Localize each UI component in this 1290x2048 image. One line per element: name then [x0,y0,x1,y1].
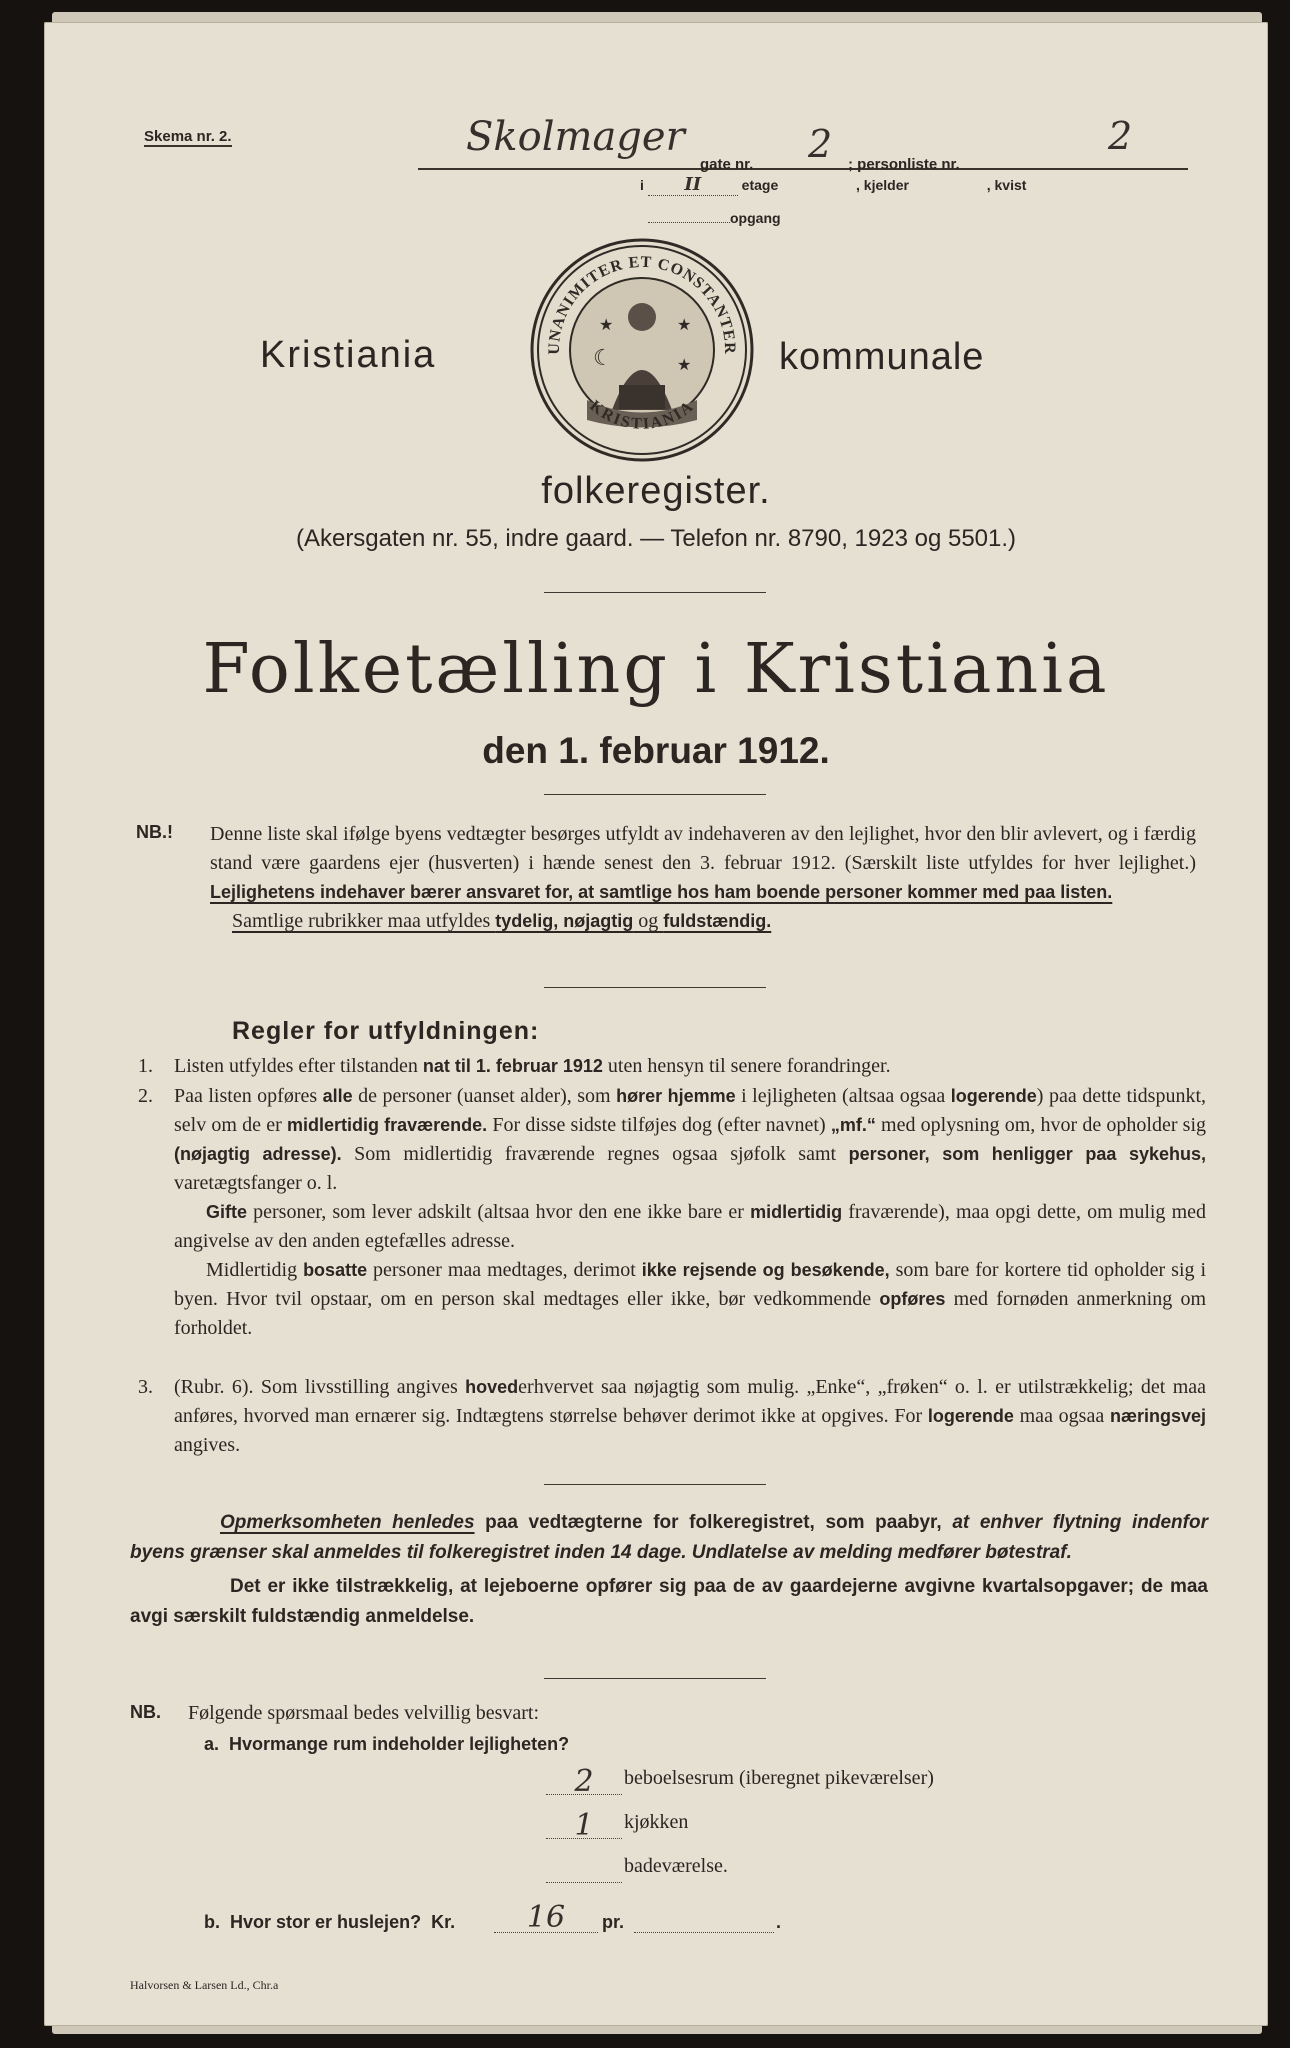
question-a: a. Hvormange rum indeholder lejligheten? [204,1734,570,1754]
kitchen-value-handwritten: 1 [574,1808,594,1843]
office-registry: folkeregister. [541,470,771,512]
rules-heading: Regler for utfyldningen: [232,1017,540,1045]
address-header: Skolmager gate nr. 2 ; personliste nr. 2 [418,84,1188,174]
divider [544,794,766,795]
rooms-field[interactable] [546,1764,622,1799]
rent-period-field[interactable] [634,1900,774,1933]
office-address: (Akersgaten nr. 55, indre gaard. — Telefon nr. 8790, 1923 og 5501.) [295,525,1017,552]
divider [544,592,766,593]
svg-text:UNANIMITER ET CONSTANTER [546,254,738,355]
etage-handwritten: II [684,174,702,195]
question-b: b. Hvor stor er huslejen? Kr. [204,1912,456,1932]
printer-imprint: Halvorsen & Larsen Ld., Chr.a [130,1978,279,1992]
registration-notice: Opmerksomheten henledes paa vedtægterne for folkeregistret, som paabyr, at enhver flytning indenfor byens grænser skal anmeldes til folkeregistret inden 14 dage. Undlatelse av melding medfører bøtestraf. Det er ikke tilstrækkelig, at lejeboerne opfører sig paa de av gaardejerne avgivne kvartalsopgaver; de maa avgi særskilt fuldstændig anmeldelse. [130,1512,1208,1627]
svg-text:★: ★ [677,357,692,374]
rooms-label: beboelsesrum (iberegnet pikeværelser) [624,1767,934,1789]
street-name-handwritten: Skolmager [466,114,685,160]
opgang-line: opgang [648,210,781,226]
kitchen-field[interactable] [546,1808,622,1843]
seal-motto: UNANIMITER ET CONSTANTER [545,253,739,355]
rule-3: (Rubr. 6). Som livsstilling angives hovederhvervet saa nøjagtig som mulig. „Enke“, „frøken“ o. l. er utilstrækkelig; det maa anføres, hvorved man ernærer sig. Indtægtens størrelse behøver derimot ikke at opgives. For logerende maa ogsaa næringsvej angives. [174,1376,1206,1456]
personliste-number-handwritten: 2 [1108,114,1133,158]
rent-field[interactable] [494,1900,598,1933]
svg-text:KRISTIANIA [586,397,697,433]
form-title: Folketælling i Kristiania [202,630,1110,709]
rent-period-label: pr. [602,1912,625,1932]
questions-intro: Følgende spørsmaal bedes velvillig besvart: [188,1702,540,1724]
rule-1: Listen utfyldes efter tilstanden nat til 1. februar 1912 uten hensyn til senere forandringer. [174,1055,891,1077]
nb-notice: Denne liste skal ifølge byens vedtægter besørges utfyldt av indehaveren av den lejlighet, hvor den blir avlevert, og i færdig stand være gaardens ejer (husverten) i hænde senest den 3. februar 1912. (Særskilt liste utfyldes for hver lejlighet.) Lejlighetens indehaver bærer ansvaret for, at samtlige hos ham boende personer kommer med paa listen. Samtlige rubrikker maa utfyldes tydelig, nøjagtig og fuldstændig. [210,823,1196,932]
svg-text:★: ★ [677,317,692,334]
nb-label: NB.! [136,822,173,842]
city-seal [527,235,757,465]
rooms-value-handwritten: 2 [574,1764,594,1799]
census-date: den 1. februar 1912. [482,730,830,771]
office-name-left: Kristiania [260,334,437,376]
svg-text:★: ★ [599,317,614,334]
office-name-right: kommunale [779,336,985,378]
schema-number: Skema nr. 2. [144,128,232,145]
rent-value-handwritten: 16 [526,1900,566,1935]
floor-line: i II etage , kjelder , kvist [640,174,1027,195]
kitchen-label: kjøkken [624,1811,689,1833]
seal-city-name: KRISTIANIA [586,397,698,433]
rule-2: Paa listen opføres alle de personer (uanset alder), som hører hjemme i lejligheten (altsaa ogsaa logerende) paa dette tidspunkt, selv om de er midlertidig fraværende. For disse sidste tilføjes dog (efter navnet) „mf.“ med oplysning om, hvor de opholder sig (nøjagtig adresse). Som midlertidig fraværende regnes ogsaa sjøfolk samt personer, som henligger paa sykehus, varetægtsfanger o. l. Gifte personer, som lever adskilt (altsaa hvor den ene ikke bare er midlertidig fraværende), maa opgi dette, om mulig med angivelse av den anden egtefælles adresse. Midlertidig bosatte personer maa medtages, derimot ikke rejsende og besøkende, som bare for kortere tid opholder sig i byen. Hvor tvil opstaar, om en person skal medtages eller ikke, bør vedkommende opføres med fornøden anmerkning om forholdet. [174,1085,1207,1339]
gate-number-handwritten: 2 [808,122,833,166]
census-form-page: Skema nr. 2. Skolmager gate nr. 2 ; personliste nr. 2 i II etage , kjelder , kvist opgang ★ ★ ★ ☾ UNANIMITER ET CONSTANTER KRISTIANIA Kristiania kommunale folkeregister. (Akersgaten nr. 55, indre gaard. — Telefon nr. 8790, 1923 og 5501.) Folketælling i Kristiania den 1. februar 1912. NB.! Denne liste skal ifølge byens vedtægter besørges utfyldt av indehaveren av den lejlighet, hvor den blir avlevert, og i færdig stand være gaardens ejer (husverten) i hænde senest den 3. februar 1912. (Særskilt liste utfyldes for hver lejlighet.) Lejlighetens indehaver bærer ansvaret for, at samtlige hos ham boende personer kommer med paa listen. Samtlige rubrikker maa utfyldes tydelig, nøjagtig og fuldstændig. Regler for utfyldningen: 1. Listen utfyldes efter tilstanden nat til 1. februar 1912 uten hensyn til senere forandringer. 2. Paa listen opføres alle de personer (uanset alder), som hører hjemme i lejligheten (altsaa ogsaa logerende) paa dette tidspunkt, selv om de er midlertidig fraværende. For disse sidste tilføjes dog (efter navnet) „mf.“ med oplysning om, hvor de opholder sig (nøjagtig adresse). Som midlertidig fraværende regnes ogsaa sjøfolk samt personer, som henligger paa sykehus, varetægtsfanger o. l. Gifte personer, som lever adskilt (altsaa hvor den ene ikke bare er midlertidig fraværende), maa opgi dette, om mulig med angivelse av den anden egtefælles adresse. Midlertidig bosatte personer maa medtages, derimot ikke rejsende og besøkende, som bare for kortere tid opholder sig i byen. Hvor tvil opstaar, om en person skal medtages eller ikke, bør vedkommende opføres med fornøden anmerkning om forholdet. 3. (Rubr. 6). Som livsstilling angives hovederhvervet saa nøjagtig som mulig. „Enke“, „frøken“ o. l. er utilstrækkelig; det maa anføres, hvorved man ernærer sig. Indtægtens størrelse behøver derimot ikke at opgives. For logerende maa ogsaa næringsvej angives. Opmerksomheten henledes paa vedtægterne for folkeregistret, som paabyr, at enhver flytning indenfor byens grænser skal anmeldes til folkeregistret inden 14 dage. Undlatelse av melding medfører bøtestraf. Det er ikke tilstrækkelig, at lejeboerne opfører sig paa de av gaardejerne avgivne kvartalsopgaver; de maa avgi særskilt fuldstændig anmeldelse. NB. Følgende spørsmaal bedes velvillig besvart: a. Hvormange rum indeholder lejligheten? 2 beboelsesrum (iberegnet pikeværelser) 1 kjøkken badeværelse. b. Hvor stor er huslejen? Kr. 16 pr. . Halvorsen & Larsen Ld., Chr.a [44,22,1268,2026]
questions-nb-label: NB. [130,1702,161,1722]
svg-text:☾: ☾ [593,345,613,370]
divider [544,987,766,988]
divider [544,1678,766,1679]
bath-label: badeværelse. [624,1855,728,1877]
divider [544,1484,766,1485]
bath-field[interactable] [546,1852,622,1883]
